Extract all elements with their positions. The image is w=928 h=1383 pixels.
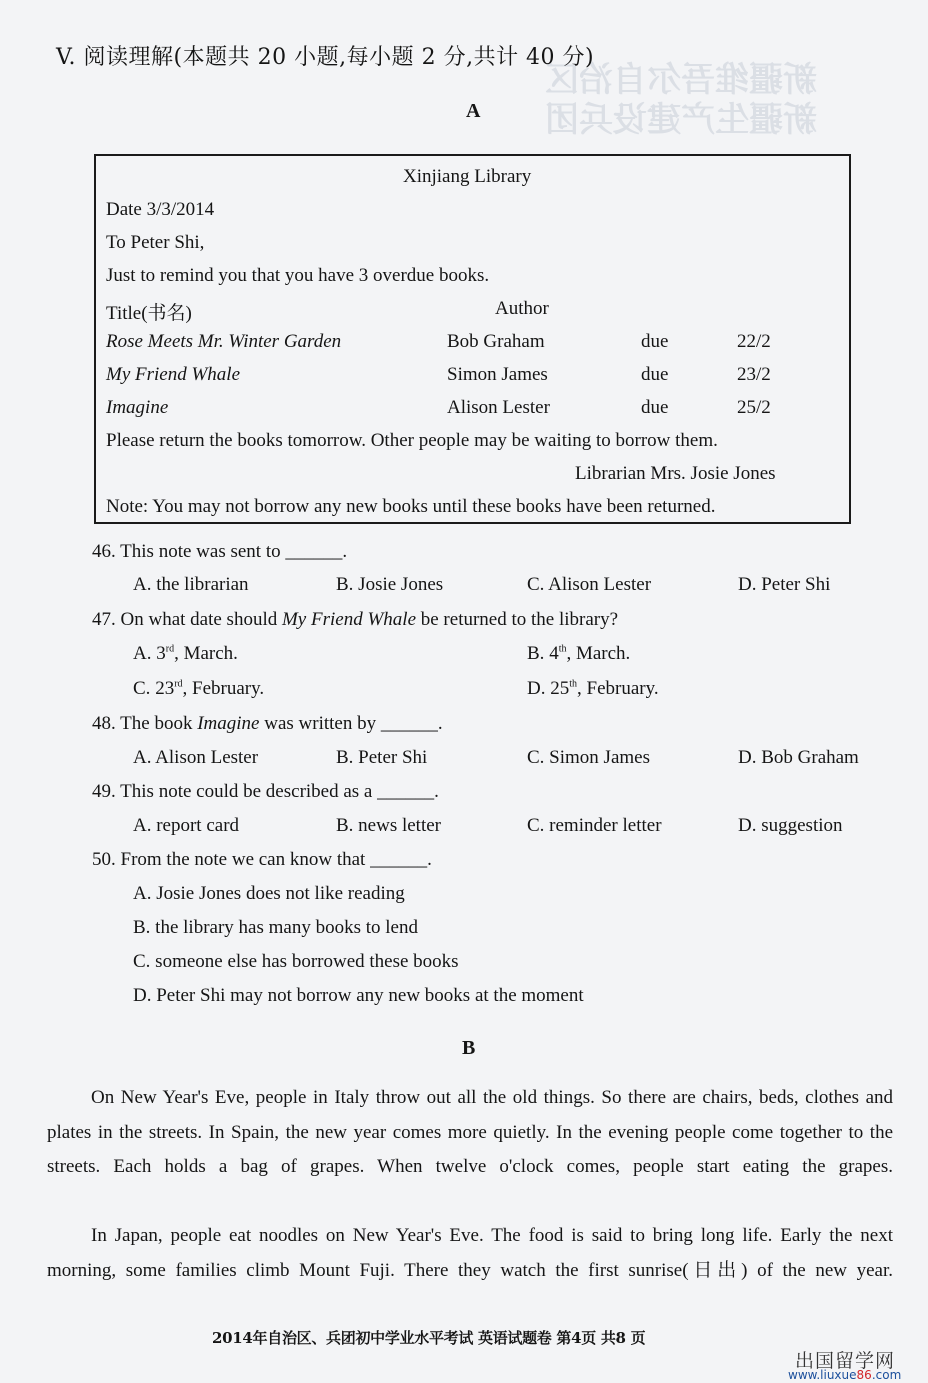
option-month: , February. (182, 678, 265, 699)
option-a[interactable]: A. the librarian (133, 574, 249, 595)
question-text-end: be returned to the library? (420, 609, 619, 630)
option-d[interactable]: D. Peter Shi may not borrow any new books at the moment (133, 985, 584, 1006)
answer-blank: ______. (380, 713, 443, 734)
notice-request: Please return the books tomorrow. Other people may be waiting to borrow them. (106, 430, 718, 451)
option-month: , February. (577, 678, 659, 699)
option-d[interactable]: D. Peter Shi (738, 574, 831, 595)
option-b[interactable]: B. Peter Shi (336, 747, 428, 768)
answer-blank: ______. (370, 849, 432, 870)
question-text: This note was sent to (120, 541, 281, 562)
option-b[interactable] (527, 643, 630, 665)
option-letter: C. (133, 678, 151, 699)
passage-paragraph (47, 1219, 893, 1288)
option-a[interactable] (133, 643, 238, 665)
part-b-label: B (462, 1037, 476, 1059)
option-letter: D. (527, 678, 546, 699)
option-suffix: th (558, 643, 567, 655)
question-number: 48. (92, 713, 116, 734)
option-c[interactable]: C. Alison Lester (527, 574, 652, 595)
notice-greeting: To Peter Shi, (106, 232, 205, 253)
url-suffix: .com (871, 1368, 902, 1382)
option-d[interactable]: D. suggestion (738, 815, 843, 836)
question-46 (92, 541, 347, 563)
notice-header: Xinjiang Library (403, 166, 532, 187)
question-number: 50. (92, 849, 116, 870)
column-title: Title(书名) (106, 303, 192, 324)
watermark-url (788, 1368, 901, 1382)
url-number: 86 (856, 1368, 872, 1382)
option-b[interactable]: B. Josie Jones (336, 574, 444, 595)
due-date: 22/2 (737, 331, 771, 352)
question-italic: My Friend Whale (281, 609, 416, 630)
option-c[interactable] (133, 678, 264, 700)
question-italic: Imagine (197, 713, 260, 734)
option-letter: B. (527, 643, 545, 664)
question-50 (92, 849, 432, 871)
option-letter: A. (133, 643, 152, 664)
book-author: Simon James (447, 364, 548, 385)
question-47 (92, 609, 618, 631)
option-month: , March. (566, 643, 631, 664)
option-c[interactable]: C. reminder letter (527, 815, 662, 836)
option-month: , March. (174, 643, 238, 664)
due-label: due (641, 364, 669, 385)
question-text: On what date should (120, 609, 278, 630)
notice-note: Note: You may not borrow any new books until these books have been returned. (106, 496, 716, 517)
option-b[interactable]: B. the library has many books to lend (133, 917, 418, 938)
option-a[interactable]: A. Alison Lester (133, 747, 259, 768)
option-day: 25 (550, 678, 570, 699)
option-suffix: rd (174, 678, 183, 690)
book-author: Bob Graham (447, 331, 545, 352)
option-b[interactable]: B. news letter (336, 815, 442, 836)
question-48 (92, 713, 443, 735)
section-title: V. 阅读理解(本题共 20 小题,每小题 2 分,共计 40 分) (56, 45, 595, 70)
paragraph-text: In Japan, people eat noodles on New Year's Eve. The food is said to bring long life. Early the next morning, some families climb Mount Fuji. There they watch the first sunrise(日出) of the new year. (47, 1225, 893, 1281)
notice-signature: Librarian Mrs. Josie Jones (575, 463, 776, 484)
option-day: 4 (549, 643, 559, 664)
question-text: From the note we can know that (120, 849, 366, 870)
question-number: 47. (92, 609, 116, 630)
option-c[interactable]: C. someone else has borrowed these books (133, 951, 459, 972)
book-title: My Friend Whale (106, 364, 241, 385)
answer-blank: ______. (377, 781, 439, 802)
url-prefix: www.liuxue (788, 1368, 857, 1382)
answer-blank: ______. (285, 541, 348, 562)
bleed-through-text: 新疆生产建设兵团 (545, 100, 817, 140)
due-date: 23/2 (737, 364, 771, 385)
option-d[interactable]: D. Bob Graham (738, 747, 859, 768)
option-suffix: th (569, 678, 578, 690)
question-text-end: was written by (264, 713, 377, 734)
book-title: Imagine (106, 397, 169, 418)
option-a[interactable]: A. report card (133, 815, 240, 836)
option-d[interactable] (527, 678, 659, 700)
watermark-title: 出国留学网 (795, 1350, 896, 1372)
passage-paragraph (47, 1081, 893, 1185)
option-suffix: rd (165, 643, 175, 655)
part-a-label: A (466, 100, 481, 122)
book-title: Rose Meets Mr. Winter Garden (106, 331, 342, 352)
due-label: due (641, 331, 669, 352)
column-author: Author (495, 298, 549, 319)
notice-date: Date 3/3/2014 (106, 199, 215, 220)
page-footer: 2014年自治区、兵团初中学业水平考试 英语试题卷 第4页 共8 页 (212, 1329, 646, 1347)
due-label: due (641, 397, 669, 418)
option-day: 23 (155, 678, 175, 699)
book-author: Alison Lester (447, 397, 550, 418)
question-number: 49. (92, 781, 116, 802)
question-text: The book (120, 713, 193, 734)
option-day: 3 (156, 643, 166, 664)
question-number: 46. (92, 541, 116, 562)
option-c[interactable]: C. Simon James (527, 747, 650, 768)
bleed-through-text: 新疆维吾尔自治区 (545, 60, 817, 100)
due-date: 25/2 (737, 397, 771, 418)
notice-intro: Just to remind you that you have 3 overdue books. (106, 265, 490, 286)
option-a[interactable]: A. Josie Jones does not like reading (133, 883, 405, 904)
question-49 (92, 781, 439, 803)
question-text: This note could be described as a (120, 781, 373, 802)
paragraph-text: On New Year's Eve, people in Italy throw out all the old things. So there are chairs, beds, clothes and plates in the streets. In Spain, the new year comes more quietly. In the evening people come together to the streets. Each holds a bag of grapes. When twelve o'clock comes, people start eating the grapes. (47, 1087, 893, 1177)
